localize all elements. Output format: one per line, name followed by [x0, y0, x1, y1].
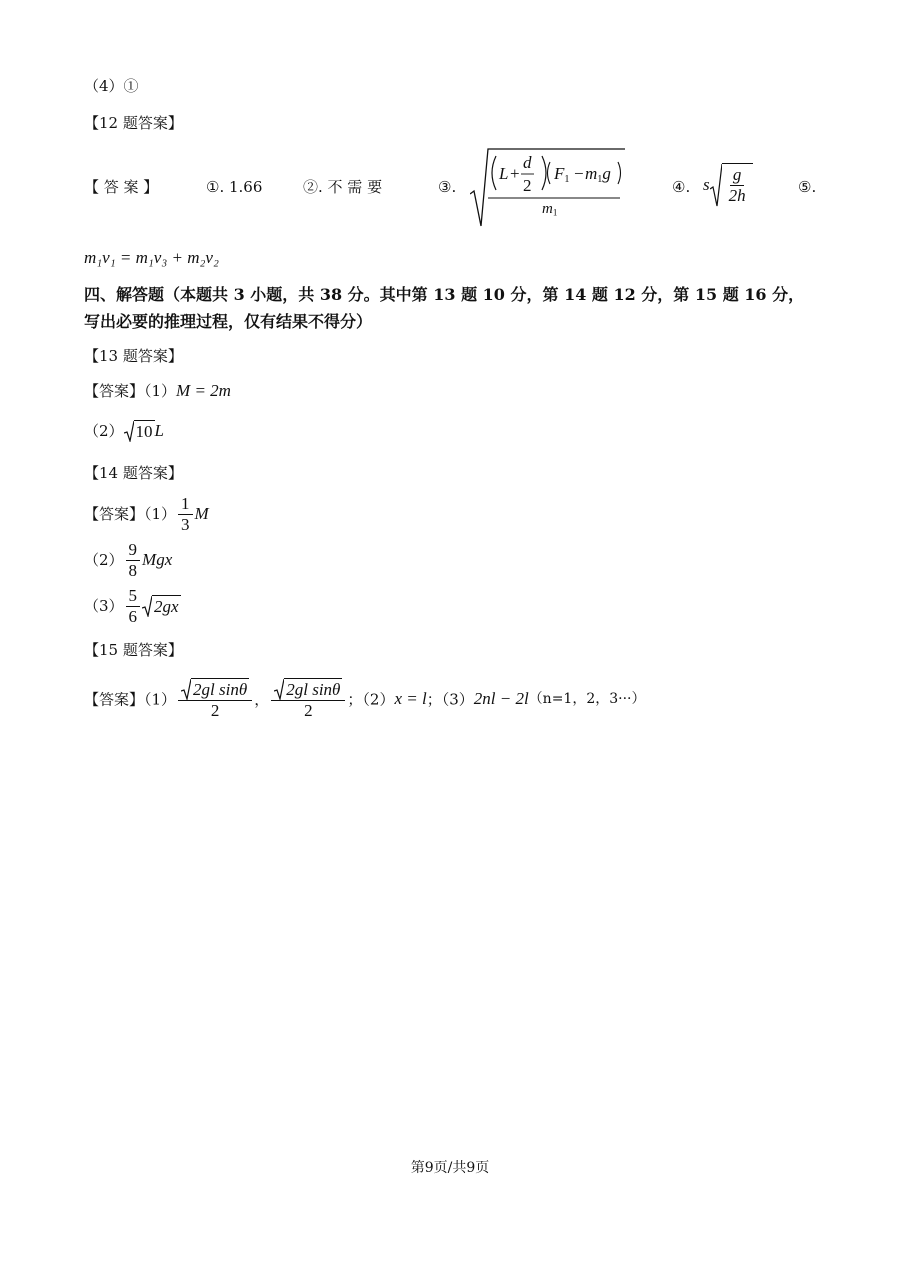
q14-a1-den: 3: [181, 514, 190, 534]
f3-m: m: [585, 164, 598, 183]
q15-frac-den-2: 2: [304, 701, 313, 721]
radical-sign-icon: [710, 163, 722, 207]
section-4-title: 四、解答题（本题共 3 小题，共 38 分。其中第 13 题 10 分，第 14 题 12 分，第 15 题 16 分，: [84, 285, 805, 304]
f3-F-sub: 1: [564, 174, 570, 186]
f4-g: g: [732, 165, 742, 184]
f3-g: g: [602, 164, 611, 183]
f3-den-sub: 1: [552, 207, 558, 218]
f3-d: d: [523, 153, 532, 172]
q15-sep-3: ；（3）: [426, 690, 474, 709]
q13-answer-1: [84, 381, 231, 401]
f3-minus: −: [574, 164, 584, 183]
q14-a3-label: （3）: [84, 597, 124, 616]
q13-answer-2: [84, 420, 164, 442]
q13-a2-tail: L: [154, 421, 165, 440]
q12-choice-1: ①. 1.66: [206, 178, 263, 196]
q14-answer-3: [84, 586, 181, 626]
f3-den-m: m: [542, 201, 553, 217]
f4-2h: 2h: [728, 185, 746, 205]
q14-a1-label: 【答案】（1）: [84, 505, 177, 524]
q14-a3-den: 6: [128, 606, 138, 626]
q14-a1-num: 1: [178, 494, 193, 515]
q12-choice-5: ⑤.: [798, 178, 817, 196]
q13-a1-math: M = 2m: [176, 381, 231, 400]
f3-two: 2: [523, 176, 532, 195]
q15-a1-label: 【答案】（1）: [84, 690, 177, 709]
q14-a2-label: （2）: [84, 551, 124, 570]
q12-formula-5: [84, 248, 219, 268]
f3-L: L: [499, 164, 509, 183]
f4-s: s: [703, 174, 710, 194]
q12-answer-label: 【 答 案 】: [84, 178, 159, 196]
radical-sign-icon: [124, 420, 134, 442]
q15-header: 【15 题答案】: [84, 641, 183, 659]
page-number: 第9页/共9页: [410, 1160, 490, 1176]
q15-a2-math: x = l: [394, 689, 427, 709]
q12-formula-4: [703, 163, 753, 207]
f3-F: F: [554, 164, 565, 183]
q14-a1-tail: M: [194, 503, 209, 523]
q12-choice-3: ③.: [438, 178, 457, 196]
q14-a2-den: 8: [128, 560, 138, 580]
q14-a2-num: 9: [126, 540, 141, 561]
f3-plus: +: [510, 164, 520, 183]
q15-frac-den-1: 2: [210, 701, 220, 721]
q15-a3-math: 2nl − 2l: [473, 689, 529, 709]
q15-sep-2: ；（2）: [347, 690, 395, 709]
q15-frac-num-1: 2gl sinθ: [193, 680, 248, 700]
q14-a3-num: 5: [126, 586, 141, 607]
q13-a2-rad: 10: [135, 422, 153, 441]
radical-sign-icon: [274, 678, 284, 700]
radical-sign-icon: [142, 595, 152, 617]
section-4-subtitle: 写出必要的推理过程，仅有结果不得分）: [84, 312, 373, 331]
q12-formula-3: [470, 146, 625, 228]
f5-text: m₁v₁ = m₁v₃ + m₂v₂: [84, 248, 219, 267]
q14-header: 【14 题答案】: [84, 464, 183, 482]
q14-answer-1: [84, 494, 209, 534]
q12-header: 【12 题答案】: [84, 114, 183, 132]
q12-choice-4: ④.: [672, 178, 691, 196]
q14-a3-rad: 2gx: [154, 596, 179, 616]
q14-a2-tail: Mgx: [142, 549, 173, 569]
q13-header: 【13 题答案】: [84, 347, 183, 365]
radical-sign-icon: [181, 678, 191, 700]
q15-a3-cond: （n=1，2，3···）: [528, 690, 646, 707]
q14-answer-2: [84, 540, 172, 580]
f3-m-sub: 1: [597, 174, 603, 186]
answer-4-text: （4）①: [84, 77, 139, 95]
q13-a1-label: 【答案】（1）: [84, 382, 177, 400]
q13-a2-label: （2）: [84, 422, 124, 441]
q15-answer: [84, 678, 646, 721]
q12-choice-2: ②. 不 需 要: [303, 178, 383, 196]
q15-sep-1: ，: [254, 690, 270, 709]
q15-frac-num-2: 2gl sinθ: [286, 680, 341, 700]
answer-line-4: [84, 77, 139, 95]
